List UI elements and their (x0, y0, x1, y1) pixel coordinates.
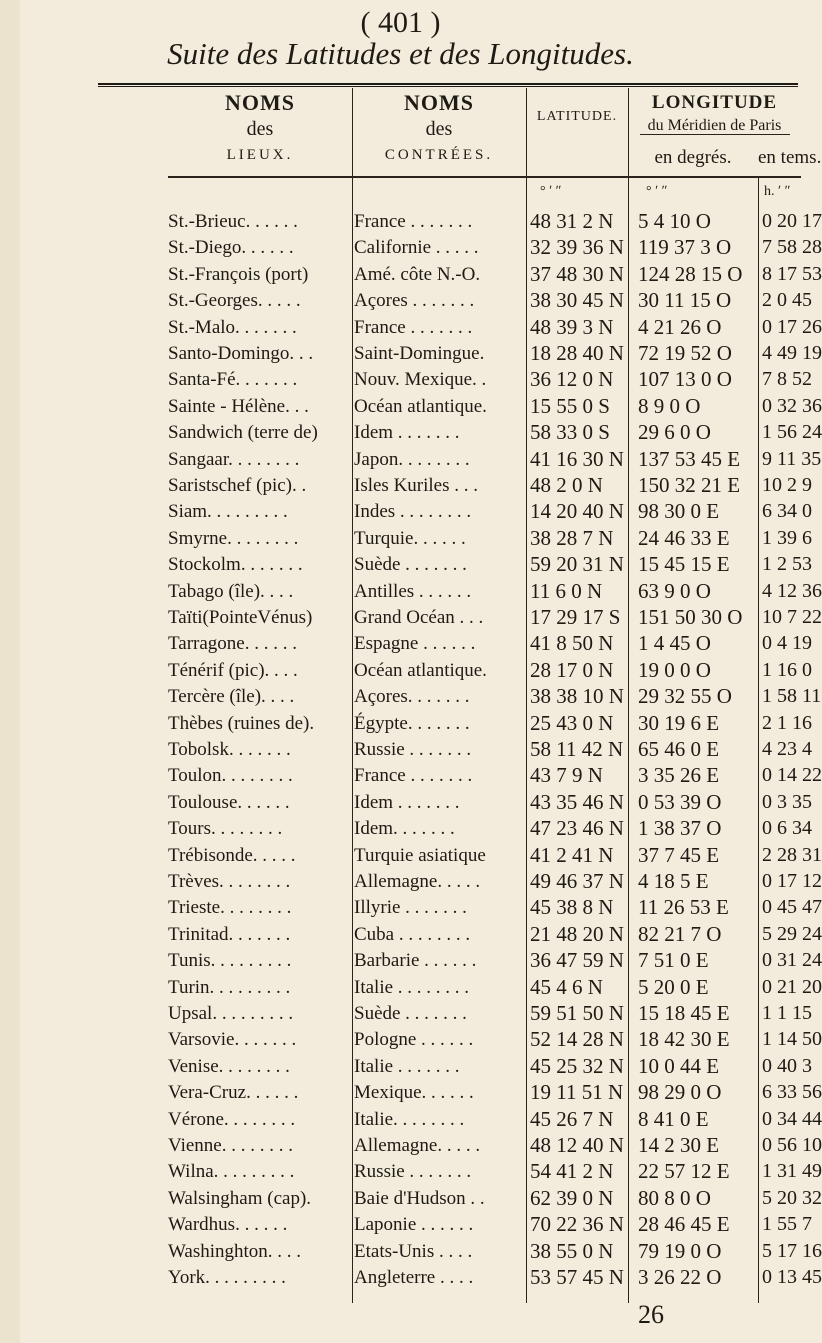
table-row (0, 1052, 812, 1081)
table-row (0, 735, 812, 764)
table-row (0, 207, 822, 236)
place-name: Wilna. . . . . . . . . (168, 1161, 295, 1183)
header-lieux: NOMS des LIEUX. (225, 90, 295, 163)
longitude-time-value: 0 3 35 (762, 790, 812, 813)
place-name: Saristschef (pic). . (168, 475, 307, 496)
longitude-time-value: 0 17 26 (762, 315, 822, 338)
latitude-value: 38 55 0 N (530, 1238, 614, 1263)
longitude-degrees-value: 18 42 30 E (638, 1027, 730, 1052)
latitude-value: 48 39 3 N (530, 314, 614, 339)
longitude-time-value: 0 17 12 (762, 870, 822, 892)
place-name: Santa-Fé. . . . . . . (168, 369, 298, 391)
place-name: St.-François (port) (168, 263, 309, 285)
latitude-value: 49 46 37 N (530, 869, 624, 893)
longitude-time-value: 1 31 49 (762, 1160, 822, 1183)
longitude-time-value: 0 13 45 (762, 1266, 822, 1288)
table-row (0, 1078, 822, 1107)
longitude-degrees-value: 30 19 6 E (638, 710, 720, 735)
table-row (0, 867, 822, 896)
header-tems: en tems. (758, 147, 822, 168)
longitude-time-value: 6 34 0 (762, 500, 812, 523)
latitude-value: 58 33 0 S (530, 420, 610, 445)
table-row (0, 550, 812, 579)
longitude-degrees-value: 29 6 0 O (638, 420, 711, 445)
table-row (0, 260, 822, 289)
place-name: St.-Brieuc. . . . . . (168, 211, 298, 232)
country-name: Italie . . . . . . . . (354, 976, 470, 998)
longitude-degrees-value: 72 19 52 O (638, 341, 732, 365)
latitude-value: 21 48 20 N (530, 921, 624, 946)
country-name: Açores . . . . . . . (354, 290, 475, 312)
latitude-value: 19 11 51 N (530, 1080, 624, 1105)
place-name: Tarragone. . . . . . (168, 633, 297, 655)
country-name: Amé. côte N.-O. (354, 263, 481, 285)
longitude-degrees-value: 119 37 3 O (638, 235, 732, 260)
longitude-time-value: 8 17 53 (762, 262, 822, 285)
longitude-degrees-value: 3 35 26 E (638, 763, 720, 788)
place-name: Smyrne. . . . . . . . (168, 527, 299, 549)
longitude-degrees-value: 4 21 26 O (638, 314, 722, 339)
table-row (0, 1025, 822, 1054)
country-name: Océan atlantique. (354, 395, 487, 417)
place-name: Siam. . . . . . . . . (168, 501, 288, 523)
table-row (0, 233, 822, 262)
place-name: Vera-Cruz. . . . . . (168, 1082, 299, 1104)
latitude-value: 45 26 7 N (530, 1106, 614, 1131)
longitude-time-value: 0 31 24 (762, 949, 822, 972)
table-row (0, 603, 822, 632)
place-name: Walsingham (cap). (168, 1187, 312, 1209)
longitude-time-value: 1 58 11 (762, 685, 822, 708)
table-row (0, 1263, 822, 1292)
country-name: Barbarie . . . . . . (354, 950, 477, 972)
place-name: Trébisonde. . . . . (168, 844, 296, 866)
country-name: Isles Kuriles . . . (354, 475, 479, 496)
header-latitude: LATITUDE. (536, 109, 618, 124)
longitude-degrees-value: 30 11 15 O (638, 288, 732, 313)
table-row (0, 577, 822, 606)
place-name: Tunis. . . . . . . . . (168, 950, 292, 972)
latitude-value: 70 22 36 N (530, 1212, 624, 1237)
country-name: Idem . . . . . . . (354, 422, 460, 444)
table-row (0, 709, 812, 738)
longitude-degrees-value: 98 29 0 O (638, 1080, 722, 1105)
latitude-value: 36 47 59 N (530, 948, 624, 973)
longitude-degrees-value: 80 8 0 O (638, 1185, 711, 1210)
longitude-degrees-value: 151 50 30 O (638, 605, 743, 629)
place-name: Toulon. . . . . . . . (168, 765, 293, 787)
country-name: Californie . . . . . (354, 237, 479, 259)
place-name: Tours. . . . . . . . (168, 818, 283, 840)
header-rule (168, 176, 801, 178)
place-name: Stockolm. . . . . . . (168, 554, 303, 576)
table-row (0, 1131, 822, 1160)
table-row (0, 682, 822, 711)
degree-units: ° ʹ ʺ (646, 184, 667, 199)
longitude-degrees-value: 14 2 30 E (638, 1133, 720, 1157)
country-name: Grand Océan . . . (354, 607, 484, 628)
longitude-time-value: 0 20 17 (762, 210, 822, 232)
place-name: Tabago (île). . . . (168, 580, 294, 602)
place-name: Varsovie. . . . . . . (168, 1029, 297, 1051)
longitude-time-value: 0 4 19 (762, 632, 812, 655)
longitude-time-value: 9 11 35 (762, 447, 822, 470)
longitude-degrees-value: 124 28 15 O (638, 261, 743, 286)
longitude-degrees-value: 137 53 45 E (638, 446, 741, 471)
latitude-value: 41 2 41 N (530, 842, 614, 867)
country-name: Suède . . . . . . . (354, 1003, 467, 1024)
latitude-value: 41 8 50 N (530, 631, 614, 656)
table-row (0, 946, 822, 975)
longitude-degrees-value: 65 46 0 E (638, 737, 720, 761)
place-name: Sainte - Hélène. . . (168, 395, 309, 417)
latitude-value: 48 2 0 N (530, 473, 603, 497)
place-name: Upsal. . . . . . . . . (168, 1003, 294, 1024)
longitude-time-value: 1 14 50 (762, 1028, 822, 1051)
place-name: Ténérif (pic). . . . (168, 659, 298, 681)
top-rule-thin (98, 86, 798, 87)
longitude-time-value: 7 58 28 (762, 236, 822, 259)
country-name: Pologne . . . . . . (354, 1029, 474, 1051)
place-name: Washinghton. . . . (168, 1240, 302, 1262)
table-row (0, 656, 812, 685)
latitude-value: 38 38 10 N (530, 684, 624, 709)
place-name: Santo-Domingo. . . (168, 343, 314, 364)
longitude-time-value: 1 56 24 (762, 421, 822, 444)
longitude-degrees-value: 0 53 39 O (638, 789, 722, 814)
table-row (0, 814, 812, 843)
longitude-time-value: 5 17 16 (762, 1239, 822, 1262)
latitude-value: 53 57 45 N (530, 1265, 624, 1289)
top-rule (98, 83, 798, 85)
longitude-degrees-value: 150 32 21 E (638, 473, 741, 497)
longitude-time-value: 1 39 6 (762, 526, 812, 549)
country-name: France . . . . . . . (354, 316, 473, 338)
latitude-value: 45 38 8 N (530, 895, 614, 920)
place-name: Taïti(PointeVénus) (168, 607, 313, 628)
time-units: h. ʹ ʺ (764, 184, 790, 199)
longitude-degrees-value: 15 18 45 E (638, 1001, 730, 1025)
country-name: Angleterre . . . . (354, 1267, 474, 1288)
table-row (0, 339, 822, 368)
latitude-units: ° ʹ ʺ (540, 184, 561, 199)
table-row (0, 973, 822, 1002)
country-name: Etats-Unis . . . . (354, 1240, 473, 1262)
place-name: Turin. . . . . . . . . (168, 976, 291, 998)
table-row (0, 365, 812, 394)
longitude-degrees-value: 19 0 0 O (638, 657, 711, 682)
longitude-degrees-value: 7 51 0 E (638, 948, 709, 973)
longitude-time-value: 2 1 16 (762, 711, 812, 734)
latitude-value: 43 35 46 N (530, 789, 624, 814)
table-row (0, 1184, 822, 1213)
longitude-time-value: 10 2 9 (762, 474, 812, 496)
table-row (0, 893, 822, 922)
country-name: Suède . . . . . . . (354, 554, 467, 576)
latitude-value: 45 25 32 N (530, 1053, 624, 1078)
country-name: Antilles . . . . . . (354, 580, 472, 602)
country-name: France . . . . . . . (354, 211, 473, 232)
longitude-time-value: 0 34 44 (762, 1107, 822, 1130)
latitude-value: 38 30 45 N (530, 288, 624, 313)
country-name: Illyrie . . . . . . . (354, 897, 467, 919)
place-name: Trèves. . . . . . . . (168, 871, 291, 892)
longitude-degrees-value: 22 57 12 E (638, 1159, 730, 1184)
longitude-degrees-value: 10 0 44 E (638, 1053, 720, 1078)
longitude-rule (640, 134, 790, 135)
country-name: France . . . . . . . (354, 765, 473, 787)
longitude-time-value: 1 1 15 (762, 1002, 812, 1024)
country-name: Mexique. . . . . . (354, 1082, 474, 1104)
header-contrees: NOMS des CONTRÉES. (384, 90, 494, 163)
longitude-time-value: 4 49 19 (762, 342, 822, 364)
signature-mark: 26 (638, 1300, 664, 1329)
country-name: Italie. . . . . . . . (354, 1108, 465, 1130)
place-name: Thèbes (ruines de). (168, 712, 315, 734)
longitude-degrees-value: 1 4 45 O (638, 631, 711, 656)
longitude-degrees-value: 11 26 53 E (638, 895, 729, 920)
longitude-degrees-value: 82 21 7 O (638, 921, 722, 946)
country-name: Japon. . . . . . . . (354, 448, 470, 470)
latitude-value: 18 28 40 N (530, 341, 624, 365)
table-row (0, 418, 822, 447)
latitude-value: 47 23 46 N (530, 816, 624, 841)
latitude-value: 38 28 7 N (530, 525, 614, 550)
latitude-value: 36 12 0 N (530, 367, 614, 392)
latitude-value: 41 16 30 N (530, 446, 624, 471)
latitude-value: 59 20 31 N (530, 552, 624, 577)
longitude-time-value: 0 14 22 (762, 764, 822, 787)
longitude-time-value: 0 40 3 (762, 1054, 812, 1077)
latitude-value: 58 11 42 N (530, 737, 624, 761)
longitude-time-value: 0 21 20 (762, 975, 822, 998)
longitude-time-value: 2 0 45 (762, 289, 812, 312)
country-name: Nouv. Mexique. . (354, 369, 487, 391)
table-row (0, 1105, 822, 1134)
latitude-value: 25 43 0 N (530, 710, 614, 735)
table-row (0, 920, 822, 949)
longitude-time-value: 0 6 34 (762, 817, 812, 840)
table-row (0, 471, 812, 500)
latitude-value: 59 51 50 N (530, 1001, 624, 1025)
longitude-degrees-value: 15 45 15 E (638, 552, 730, 577)
longitude-degrees-value: 24 46 33 E (638, 525, 730, 550)
longitude-time-value: 0 32 36 (762, 394, 822, 417)
longitude-degrees-value: 4 18 5 E (638, 869, 709, 893)
longitude-time-value: 0 56 10 (762, 1134, 822, 1156)
country-name: Saint-Domingue. (354, 343, 485, 364)
header-degres: en degrés. (654, 147, 732, 168)
country-name: Océan atlantique. (354, 659, 487, 681)
latitude-value: 48 12 40 N (530, 1133, 624, 1157)
table-row (0, 313, 822, 342)
longitude-degrees-value: 8 41 0 E (638, 1106, 709, 1131)
longitude-time-value: 2 28 31 (762, 843, 822, 866)
longitude-time-value: 4 12 36 (762, 579, 822, 602)
latitude-value: 17 29 17 S (530, 605, 621, 629)
place-name: St.-Malo. . . . . . . (168, 316, 297, 338)
country-name: Italie . . . . . . . (354, 1055, 460, 1077)
page-number: ( 401 ) (360, 6, 441, 39)
country-name: Russie . . . . . . . (354, 739, 472, 760)
latitude-value: 52 14 28 N (530, 1027, 624, 1052)
table-row (0, 497, 812, 526)
place-name: Wardhus. . . . . . (168, 1214, 288, 1236)
country-name: Égypte. . . . . . . (354, 712, 470, 734)
country-name: Russie . . . . . . . (354, 1161, 472, 1183)
country-name: Allemagne. . . . . (354, 871, 481, 892)
country-name: Baie d'Hudson . . (354, 1187, 485, 1209)
table-row (0, 1157, 822, 1186)
country-name: Açores. . . . . . . (354, 686, 470, 708)
table-row (0, 445, 822, 474)
longitude-time-value: 4 23 4 (762, 738, 812, 760)
table-row (0, 841, 822, 870)
longitude-degrees-value: 5 20 0 E (638, 974, 709, 999)
latitude-value: 15 55 0 S (530, 393, 610, 418)
place-name: Sandwich (terre de) (168, 422, 318, 444)
latitude-value: 11 6 0 N (530, 578, 603, 603)
longitude-degrees-value: 37 7 45 E (638, 842, 720, 867)
longitude-degrees-value: 29 32 55 O (638, 684, 732, 709)
table-row (0, 392, 822, 421)
country-name: Espagne . . . . . . (354, 633, 476, 655)
country-name: Cuba . . . . . . . . (354, 923, 471, 945)
latitude-value: 14 20 40 N (530, 499, 624, 524)
place-name: St.-Georges. . . . . (168, 290, 301, 312)
longitude-degrees-value: 63 9 0 O (638, 578, 711, 603)
table-row (0, 788, 812, 817)
place-name: Vérone. . . . . . . . (168, 1108, 296, 1130)
longitude-degrees-value: 1 38 37 O (638, 816, 722, 841)
place-name: Trieste. . . . . . . . (168, 897, 292, 919)
place-name: St.-Diego. . . . . . (168, 237, 294, 259)
country-name: Laponie . . . . . . (354, 1214, 474, 1236)
latitude-value: 43 7 9 N (530, 763, 603, 788)
latitude-value: 62 39 0 N (530, 1185, 614, 1210)
longitude-degrees-value: 3 26 22 O (638, 1265, 722, 1289)
longitude-degrees-value: 5 4 10 O (638, 209, 711, 233)
country-name: Turquie asiatique (354, 844, 486, 866)
table-row (0, 1210, 812, 1239)
longitude-degrees-value: 79 19 0 O (638, 1238, 722, 1263)
country-name: Turquie. . . . . . (354, 527, 466, 549)
latitude-value: 32 39 36 N (530, 235, 624, 260)
longitude-degrees-value: 98 30 0 E (638, 499, 720, 524)
place-name: York. . . . . . . . . (168, 1267, 286, 1288)
longitude-time-value: 0 45 47 (762, 896, 822, 919)
longitude-time-value: 1 55 7 (762, 1213, 812, 1236)
country-name: Allemagne. . . . . (354, 1135, 481, 1156)
latitude-value: 45 4 6 N (530, 974, 603, 999)
place-name: Toulouse. . . . . . (168, 791, 290, 813)
place-name: Tobolsk. . . . . . . (168, 739, 291, 760)
longitude-time-value: 7 8 52 (762, 368, 812, 391)
place-name: Sangaar. . . . . . . . (168, 448, 300, 470)
longitude-time-value: 5 29 24 (762, 922, 822, 945)
longitude-time-value: 6 33 56 (762, 1081, 822, 1104)
country-name: Idem. . . . . . . (354, 818, 455, 840)
longitude-time-value: 5 20 32 (762, 1186, 822, 1209)
longitude-time-value: 10 7 22 (762, 606, 822, 628)
latitude-value: 48 31 2 N (530, 209, 614, 233)
place-name: Trinitad. . . . . . . (168, 923, 291, 945)
table-row (0, 999, 812, 1028)
table-row (0, 524, 812, 553)
table-row (0, 761, 822, 790)
latitude-value: 54 41 2 N (530, 1159, 614, 1184)
longitude-degrees-value: 8 9 0 O (638, 393, 701, 418)
place-name: Tercère (île). . . . (168, 686, 295, 708)
table-row (0, 629, 812, 658)
longitude-time-value: 1 16 0 (762, 658, 812, 681)
latitude-value: 28 17 0 N (530, 657, 614, 682)
place-name: Vienne. . . . . . . . (168, 1135, 293, 1156)
place-name: Venise. . . . . . . . (168, 1055, 290, 1077)
longitude-degrees-value: 107 13 0 O (638, 367, 732, 392)
longitude-time-value: 1 2 53 (762, 553, 812, 576)
table-row (0, 286, 812, 315)
country-name: Indes . . . . . . . . (354, 501, 472, 523)
table-row (0, 1237, 822, 1266)
header-longitude: LONGITUDE du Méridien de Paris (647, 92, 782, 134)
running-title: Suite des Latitudes et des Longitudes. (167, 36, 634, 71)
country-name: Idem . . . . . . . (354, 791, 460, 813)
longitude-degrees-value: 28 46 45 E (638, 1212, 730, 1237)
latitude-value: 37 48 30 N (530, 261, 624, 286)
